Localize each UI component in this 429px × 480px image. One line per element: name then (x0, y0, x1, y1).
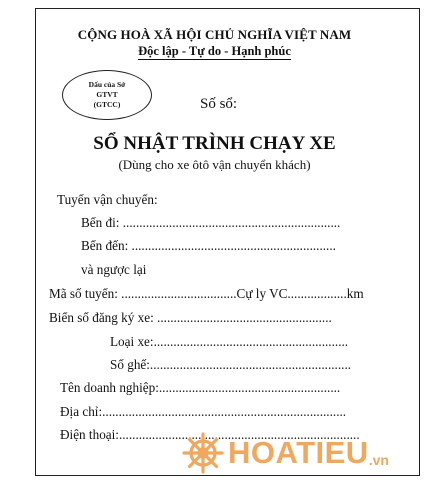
national-title: CỘNG HOÀ XÃ HỘI CHỦ NGHĨA VIỆT NAM (77, 27, 352, 42)
ship-wheel-icon (182, 432, 224, 474)
motto-text: Độc lập - Tự do - Hạnh phúc (138, 44, 291, 58)
license-plate-field: Biển số đăng ký xe: ..................................................... (49, 310, 332, 325)
seal-line-1: Dấu của Sở (88, 80, 126, 89)
return-trip-label: và ngược lại (81, 262, 147, 277)
departure-station-field: Bến đi: .................................................................. (81, 215, 341, 230)
watermark-text: HOATIEU (228, 435, 369, 470)
seal-line-3: (GTCC) (93, 100, 121, 109)
arrival-station-field: Bến đến: .............................................................. (81, 238, 336, 253)
seal-line-2: GTVT (96, 90, 118, 99)
motto (0, 44, 429, 59)
seal-stamp (62, 70, 152, 120)
seat-count-field: Số ghế:............................................................. (110, 357, 352, 372)
address-field: Địa chỉ:.......................................................................... (60, 404, 347, 419)
phone-field: Điện thoại:......................................................................... (60, 427, 360, 442)
document-subtitle: (Dùng cho xe ôtô vận chuyển khách) (118, 157, 311, 172)
watermark-suffix: .vn (368, 452, 389, 468)
company-name-field: Tên doanh nghiệp:....................................................... (60, 380, 341, 395)
document-title: SỔ NHẬT TRÌNH CHẠY XE (93, 133, 336, 154)
watermark (182, 432, 389, 474)
route-code-field: Mã số tuyến: ...................................Cự ly VC..................km (49, 286, 364, 301)
book-number-label: Số sổ: (200, 96, 238, 112)
route-label: Tuyến vận chuyển: (57, 192, 158, 207)
vehicle-type-field: Loại xe:........................................................... (110, 334, 349, 349)
